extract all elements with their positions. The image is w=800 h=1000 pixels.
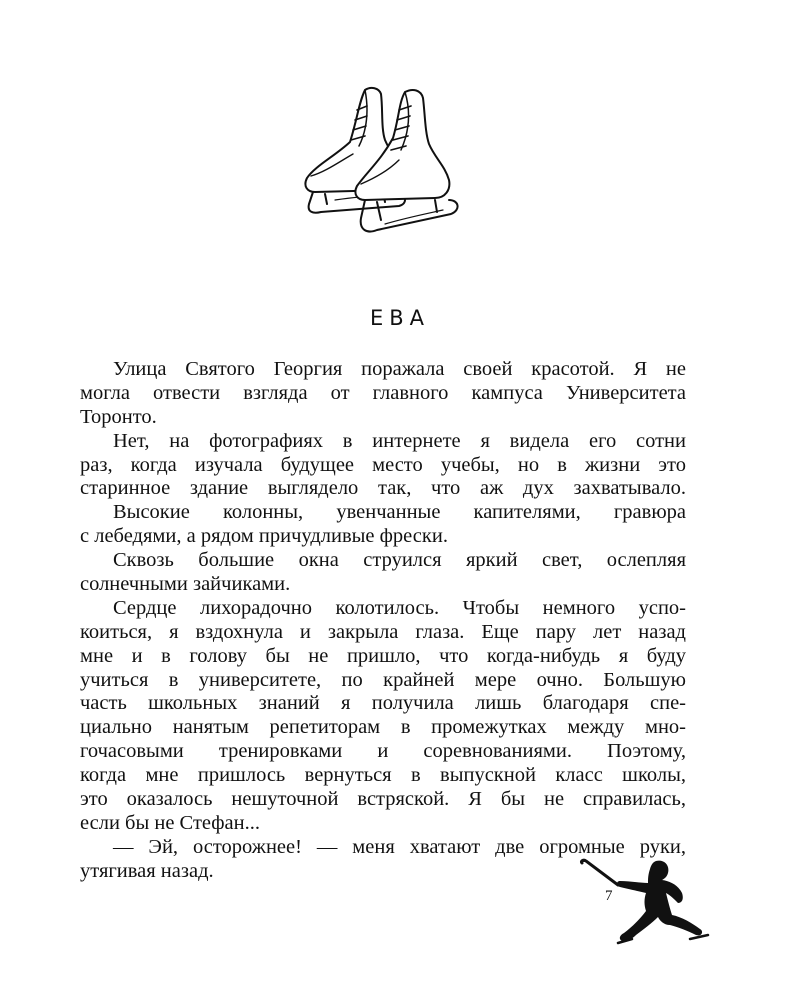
text-line: циально нанятым репетиторам в промежутках между мно- <box>80 716 686 739</box>
text-line: учиться в университете, по крайней мере очно. Большую <box>80 668 686 691</box>
text-line: Высокие колонны, увенчанные капителями, гравюра <box>113 501 686 524</box>
text-line: — Эй, осторожнее! — меня хватают две огромные руки, <box>113 835 686 858</box>
text-line: Торонто. <box>80 405 157 428</box>
text-line: коиться, я вздохнула и закрыла глаза. Еще пару лет назад <box>80 620 686 643</box>
text-line: старинное здание выглядело так, что аж дух захватывало. <box>80 477 686 500</box>
chapter-title: ЕВА <box>369 306 431 330</box>
body-text <box>80 358 686 884</box>
text-line: могла отвести взгляда от главного кампуса Университета <box>80 381 686 404</box>
text-line: с лебедями, а рядом причудливые фрески. <box>80 525 448 548</box>
text-line: Сердце лихорадочно колотилось. Чтобы немного успо- <box>113 596 686 619</box>
text-line: раз, когда изучала будущее место учебы, но в жизни это <box>80 453 686 476</box>
text-line: мне и в голову бы не пришло, что когда-нибудь я буду <box>80 644 686 667</box>
text-line: Улица Святого Георгия поражала своей красотой. Я не <box>113 358 686 380</box>
figure-skates-icon <box>295 80 470 245</box>
text-line: солнечными зайчиками. <box>80 573 291 596</box>
text-line: если бы не Стефан... <box>80 811 260 834</box>
text-line: гочасовыми тренировками и соревнованиями. Поэтому, <box>80 740 686 763</box>
text-line: Нет, на фотографиях в интернете я видела его сотни <box>113 429 686 452</box>
page-number: 7 <box>605 888 613 904</box>
text-line: Сквозь большие окна струился яркий свет, ослепляя <box>113 549 686 572</box>
text-line: когда мне пришлось вернуться в выпускной класс школы, <box>80 764 686 787</box>
text-line: утягивая назад. <box>80 859 214 882</box>
text-line: часть школьных знаний я получила лишь благодаря спе- <box>80 692 686 715</box>
hockey-player-icon <box>578 855 713 945</box>
text-line: это оказалось нешуточной встряской. Я бы не справилась, <box>80 788 686 811</box>
